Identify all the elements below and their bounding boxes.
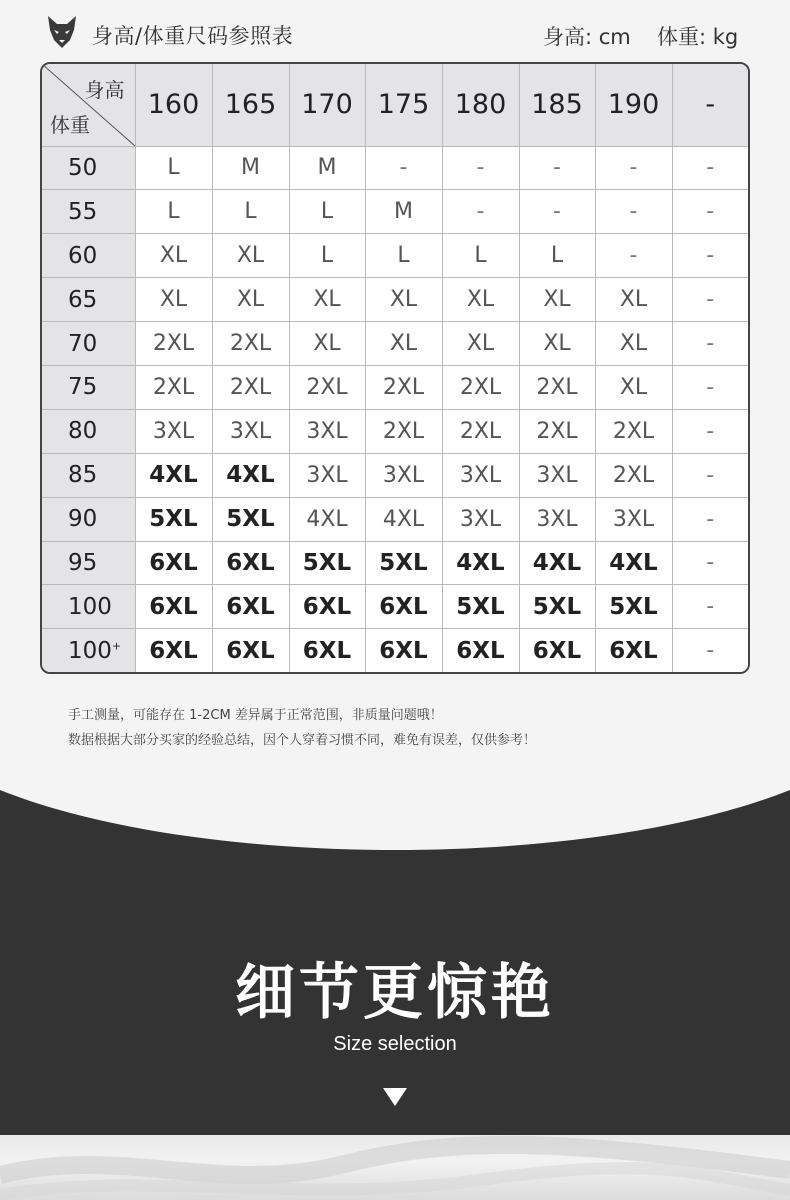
size-cell: 6XL bbox=[135, 585, 212, 629]
weight-row-header bbox=[42, 322, 135, 366]
size-cell: 4XL bbox=[519, 541, 595, 585]
size-cell: - bbox=[672, 453, 748, 497]
table-row bbox=[42, 585, 748, 629]
size-cell: XL bbox=[135, 278, 212, 322]
wolf-head-icon bbox=[44, 14, 80, 50]
table-row bbox=[42, 278, 748, 322]
table-row bbox=[42, 234, 748, 278]
height-header: 165 bbox=[212, 64, 289, 146]
weight-superscript: + bbox=[111, 638, 122, 652]
size-cell: 6XL bbox=[212, 585, 289, 629]
size-cell: 2XL bbox=[595, 409, 672, 453]
height-header: - bbox=[672, 64, 748, 146]
weight-row-header bbox=[42, 190, 135, 234]
size-cell: 4XL bbox=[595, 541, 672, 585]
table-row bbox=[42, 409, 748, 453]
size-cell: 3XL bbox=[595, 497, 672, 541]
weight-row-header bbox=[42, 278, 135, 322]
weight-value: 100 bbox=[68, 593, 112, 620]
size-cell: - bbox=[672, 541, 748, 585]
size-cell: XL bbox=[442, 322, 519, 366]
fabric-folds bbox=[0, 1135, 790, 1200]
weight-value: 50 bbox=[68, 154, 98, 181]
weight-value: 85 bbox=[68, 462, 98, 489]
table-row bbox=[42, 497, 748, 541]
weight-value: 80 bbox=[68, 418, 98, 445]
size-table bbox=[40, 62, 750, 674]
size-cell: - bbox=[672, 234, 748, 278]
size-cell: 3XL bbox=[289, 453, 365, 497]
triangle-down-icon bbox=[383, 1088, 407, 1106]
note-line: 数据根据大部分买家的经验总结，因个人穿着习惯不同，难免有误差，仅供参考！ bbox=[68, 733, 537, 748]
weight-row-header bbox=[42, 146, 135, 190]
size-cell: L bbox=[289, 234, 365, 278]
weight-row-header bbox=[42, 585, 135, 629]
chart-header bbox=[0, 0, 790, 62]
table-row bbox=[42, 365, 748, 409]
size-cell: 3XL bbox=[365, 453, 442, 497]
weight-row-header bbox=[42, 541, 135, 585]
size-cell: - bbox=[672, 322, 748, 366]
size-cell: 2XL bbox=[212, 365, 289, 409]
size-cell: 6XL bbox=[212, 541, 289, 585]
size-cell: XL bbox=[365, 278, 442, 322]
size-cell: 5XL bbox=[135, 497, 212, 541]
size-cell: XL bbox=[595, 365, 672, 409]
size-cell: - bbox=[595, 234, 672, 278]
size-cell: XL bbox=[365, 322, 442, 366]
size-cell: - bbox=[672, 278, 748, 322]
weight-value: 90 bbox=[68, 506, 98, 533]
weight-value: 100 bbox=[68, 637, 112, 664]
height-header: 170 bbox=[289, 64, 365, 146]
size-cell: - bbox=[672, 585, 748, 629]
fabric-texture-image bbox=[0, 1135, 790, 1200]
size-cell: - bbox=[672, 365, 748, 409]
size-cell: L bbox=[365, 234, 442, 278]
size-cell: L bbox=[135, 190, 212, 234]
measurement-notes bbox=[68, 703, 536, 753]
size-cell: 6XL bbox=[519, 629, 595, 672]
size-cell: - bbox=[442, 146, 519, 190]
size-cell: - bbox=[365, 146, 442, 190]
detail-subtitle: Size selection bbox=[333, 1033, 457, 1055]
size-cell: L bbox=[442, 234, 519, 278]
size-cell: - bbox=[519, 190, 595, 234]
size-cell: - bbox=[442, 190, 519, 234]
size-cell: L bbox=[212, 190, 289, 234]
table-row bbox=[42, 453, 748, 497]
height-header: 185 bbox=[519, 64, 595, 146]
size-cell: 6XL bbox=[365, 585, 442, 629]
size-cell: XL bbox=[289, 322, 365, 366]
size-cell: XL bbox=[595, 278, 672, 322]
weight-value: 95 bbox=[68, 549, 98, 576]
size-cell: 3XL bbox=[442, 453, 519, 497]
size-cell: 2XL bbox=[365, 409, 442, 453]
size-cell: 6XL bbox=[289, 585, 365, 629]
size-cell: 4XL bbox=[212, 453, 289, 497]
size-cell: - bbox=[672, 409, 748, 453]
size-cell: 6XL bbox=[135, 541, 212, 585]
weight-value: 70 bbox=[68, 330, 98, 357]
size-cell: XL bbox=[212, 278, 289, 322]
size-cell: 6XL bbox=[289, 629, 365, 672]
weight-value: 55 bbox=[68, 198, 98, 225]
table-header-row bbox=[42, 64, 748, 146]
size-cell: - bbox=[672, 146, 748, 190]
height-header: 190 bbox=[595, 64, 672, 146]
height-header: 180 bbox=[442, 64, 519, 146]
size-cell: 5XL bbox=[519, 585, 595, 629]
detail-title: 细节更惊艳 bbox=[235, 958, 555, 1028]
size-cell: 2XL bbox=[442, 365, 519, 409]
table-row bbox=[42, 190, 748, 234]
size-cell: - bbox=[595, 146, 672, 190]
size-cell: - bbox=[595, 190, 672, 234]
size-cell: L bbox=[289, 190, 365, 234]
size-cell: M bbox=[212, 146, 289, 190]
size-cell: 6XL bbox=[442, 629, 519, 672]
size-cell: 4XL bbox=[289, 497, 365, 541]
size-cell: 3XL bbox=[519, 453, 595, 497]
size-cell: XL bbox=[289, 278, 365, 322]
weight-row-header bbox=[42, 497, 135, 541]
table-row bbox=[42, 541, 748, 585]
size-cell: 2XL bbox=[212, 322, 289, 366]
size-cell: M bbox=[289, 146, 365, 190]
table-row bbox=[42, 146, 748, 190]
size-cell: XL bbox=[442, 278, 519, 322]
weight-unit-label: 体重: kg bbox=[657, 25, 739, 49]
size-cell: 5XL bbox=[212, 497, 289, 541]
size-cell: XL bbox=[519, 278, 595, 322]
table-row bbox=[42, 629, 748, 672]
size-cell: 2XL bbox=[365, 365, 442, 409]
size-cell: 3XL bbox=[442, 497, 519, 541]
size-cell: 3XL bbox=[519, 497, 595, 541]
weight-value: 60 bbox=[68, 242, 98, 269]
size-cell: 6XL bbox=[595, 629, 672, 672]
size-cell: 2XL bbox=[135, 322, 212, 366]
size-cell: 5XL bbox=[442, 585, 519, 629]
size-cell: 3XL bbox=[212, 409, 289, 453]
size-cell: 6XL bbox=[212, 629, 289, 672]
height-header: 160 bbox=[135, 64, 212, 146]
size-cell: 6XL bbox=[365, 629, 442, 672]
size-cell: XL bbox=[212, 234, 289, 278]
size-cell: 2XL bbox=[442, 409, 519, 453]
size-cell: 5XL bbox=[289, 541, 365, 585]
chart-title: 身高/体重尺码参照表 bbox=[92, 24, 294, 48]
weight-value: 65 bbox=[68, 286, 98, 313]
size-cell: - bbox=[519, 146, 595, 190]
weight-row-header bbox=[42, 453, 135, 497]
height-unit-label: 身高: cm bbox=[543, 25, 631, 49]
size-cell: XL bbox=[595, 322, 672, 366]
size-cell: XL bbox=[135, 234, 212, 278]
size-cell: 2XL bbox=[519, 409, 595, 453]
table-corner-cell bbox=[42, 64, 135, 146]
weight-row-header bbox=[42, 234, 135, 278]
size-cell: - bbox=[672, 497, 748, 541]
size-cell: 2XL bbox=[289, 365, 365, 409]
size-cell: 2XL bbox=[135, 365, 212, 409]
weight-row-header bbox=[42, 629, 135, 672]
corner-weight-label: 体重 bbox=[50, 112, 90, 137]
weight-row-header bbox=[42, 409, 135, 453]
height-header: 175 bbox=[365, 64, 442, 146]
size-cell: 2XL bbox=[595, 453, 672, 497]
size-cell: 4XL bbox=[135, 453, 212, 497]
size-cell: 3XL bbox=[135, 409, 212, 453]
size-cell: 2XL bbox=[519, 365, 595, 409]
size-cell: 4XL bbox=[442, 541, 519, 585]
size-cell: 4XL bbox=[365, 497, 442, 541]
table-row bbox=[42, 322, 748, 366]
corner-height-label: 身高 bbox=[84, 78, 125, 102]
size-cell: M bbox=[365, 190, 442, 234]
note-line: 手工测量，可能存在 1-2CM 差异属于正常范围，非质量问题哦！ bbox=[68, 708, 443, 723]
size-cell: 5XL bbox=[595, 585, 672, 629]
size-cell: XL bbox=[519, 322, 595, 366]
size-cell: 6XL bbox=[135, 629, 212, 672]
size-cell: 3XL bbox=[289, 409, 365, 453]
size-cell: L bbox=[519, 234, 595, 278]
size-cell: L bbox=[135, 146, 212, 190]
weight-row-header bbox=[42, 365, 135, 409]
weight-value: 75 bbox=[68, 374, 98, 401]
size-cell: - bbox=[672, 190, 748, 234]
size-cell: - bbox=[672, 629, 748, 672]
size-cell: 5XL bbox=[365, 541, 442, 585]
